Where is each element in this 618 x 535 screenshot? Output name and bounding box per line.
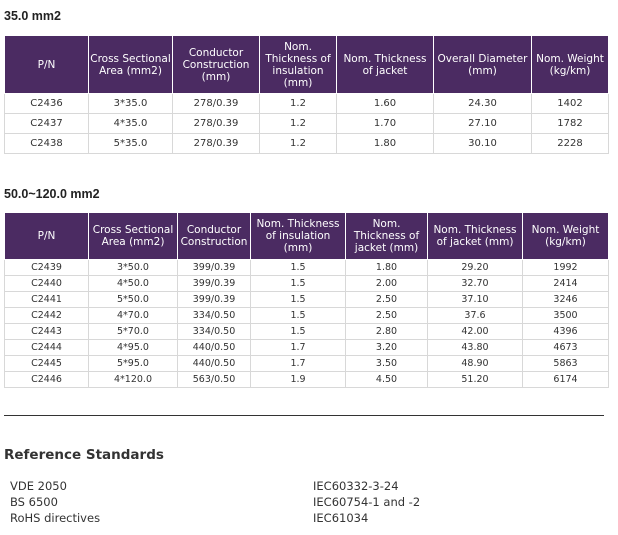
cell-pn: C2437: [5, 114, 89, 134]
table-row: [5, 94, 609, 114]
cell-diameter: 37.10: [428, 292, 523, 308]
cell-jacket: 2.50: [346, 308, 428, 324]
standard-item: BS 6500: [10, 495, 58, 509]
cell-insulation: 1.5: [251, 308, 346, 324]
cell-jacket: 2.00: [346, 276, 428, 292]
cell-weight: 4396: [523, 324, 609, 340]
cell-construction: 440/0.50: [178, 340, 251, 356]
cell-jacket: 3.20: [346, 340, 428, 356]
header-jacket-thickness: Nom. Thickness of jacket: [337, 36, 434, 94]
cell-area: 5*95.0: [89, 356, 178, 372]
cell-weight: 4673: [523, 340, 609, 356]
cell-area: 5*70.0: [89, 324, 178, 340]
cell-construction: 399/0.39: [178, 276, 251, 292]
cell-pn: C2444: [5, 340, 89, 356]
header-nom-weight: Nom. Weight (kg/km): [523, 213, 609, 260]
cell-area: 5*35.0: [89, 134, 173, 154]
cell-construction: 278/0.39: [173, 94, 260, 114]
table-row: [5, 324, 609, 340]
cell-construction: 334/0.50: [178, 308, 251, 324]
cell-pn: C2442: [5, 308, 89, 324]
reference-standards-left: [10, 478, 100, 526]
cell-diameter: 43.80: [428, 340, 523, 356]
cell-insulation: 1.5: [251, 292, 346, 308]
table-header-row: [5, 36, 609, 94]
cell-jacket: 3.50: [346, 356, 428, 372]
cell-weight: 5863: [523, 356, 609, 372]
table-row: [5, 292, 609, 308]
cell-jacket: 2.80: [346, 324, 428, 340]
cell-weight: 1992: [523, 260, 609, 276]
cell-area: 5*50.0: [89, 292, 178, 308]
cell-construction: 440/0.50: [178, 356, 251, 372]
standard-item: IEC60754-1 and -2: [313, 495, 421, 509]
header-overall-diameter: Overall Diameter (mm): [434, 36, 532, 94]
cell-area: 3*35.0: [89, 94, 173, 114]
cell-pn: C2438: [5, 134, 89, 154]
cell-area: 3*50.0: [89, 260, 178, 276]
spec-table-35: [4, 35, 609, 154]
cell-construction: 399/0.39: [178, 292, 251, 308]
reference-standards-right: [313, 478, 420, 526]
cell-diameter: 32.70: [428, 276, 523, 292]
standard-item: IEC60332-3-24: [313, 479, 399, 493]
cell-jacket: 1.60: [337, 94, 434, 114]
cell-diameter: 51.20: [428, 372, 523, 388]
header-cross-sectional-area: Cross Sectional Area (mm2): [89, 213, 178, 260]
standard-item: IEC61034: [313, 511, 369, 525]
section-title-50-120: 50.0~120.0 mm2: [4, 187, 100, 201]
table-header-row: [5, 213, 609, 260]
cell-weight: 6174: [523, 372, 609, 388]
cell-jacket: 4.50: [346, 372, 428, 388]
header-conductor-construction: Conductor Construction (mm): [173, 36, 260, 94]
header-pn: P/N: [5, 36, 89, 94]
reference-standards-title: Reference Standards: [4, 447, 164, 463]
cell-insulation: 1.7: [251, 340, 346, 356]
table-row: [5, 114, 609, 134]
cell-pn: C2441: [5, 292, 89, 308]
cell-insulation: 1.2: [260, 114, 337, 134]
cell-weight: 2414: [523, 276, 609, 292]
cell-pn: C2440: [5, 276, 89, 292]
cell-construction: 278/0.39: [173, 134, 260, 154]
header-jacket-thickness-2: Nom. Thickness of jacket (mm): [428, 213, 523, 260]
spec-table-50-120: [4, 212, 609, 388]
cell-insulation: 1.5: [251, 324, 346, 340]
cell-construction: 563/0.50: [178, 372, 251, 388]
cell-insulation: 1.2: [260, 94, 337, 114]
cell-jacket: 1.70: [337, 114, 434, 134]
cell-area: 4*35.0: [89, 114, 173, 134]
table-row: [5, 260, 609, 276]
cell-insulation: 1.2: [260, 134, 337, 154]
cell-area: 4*95.0: [89, 340, 178, 356]
cell-construction: 334/0.50: [178, 324, 251, 340]
cell-diameter: 29.20: [428, 260, 523, 276]
cell-jacket: 1.80: [346, 260, 428, 276]
header-conductor-construction: Conductor Construction: [178, 213, 251, 260]
cell-pn: C2445: [5, 356, 89, 372]
header-insulation-thickness: Nom. Thickness of insulation (mm): [251, 213, 346, 260]
table-row: [5, 308, 609, 324]
cell-pn: C2443: [5, 324, 89, 340]
cell-pn: C2436: [5, 94, 89, 114]
header-pn: P/N: [5, 213, 89, 260]
cell-jacket: 1.80: [337, 134, 434, 154]
cell-insulation: 1.9: [251, 372, 346, 388]
table-row: [5, 372, 609, 388]
table-row: [5, 356, 609, 372]
standard-item: VDE 2050: [10, 479, 67, 493]
cell-insulation: 1.5: [251, 276, 346, 292]
cell-weight: 1782: [532, 114, 609, 134]
header-nom-weight: Nom. Weight (kg/km): [532, 36, 609, 94]
cell-area: 4*70.0: [89, 308, 178, 324]
cell-diameter: 37.6: [428, 308, 523, 324]
section-title-35: 35.0 mm2: [4, 9, 61, 23]
cell-construction: 399/0.39: [178, 260, 251, 276]
cell-area: 4*120.0: [89, 372, 178, 388]
cell-diameter: 24.30: [434, 94, 532, 114]
cell-diameter: 30.10: [434, 134, 532, 154]
header-jacket-thickness: Nom. Thickness of jacket (mm): [346, 213, 428, 260]
cell-construction: 278/0.39: [173, 114, 260, 134]
cell-insulation: 1.7: [251, 356, 346, 372]
cell-weight: 1402: [532, 94, 609, 114]
cell-area: 4*50.0: [89, 276, 178, 292]
cell-diameter: 48.90: [428, 356, 523, 372]
table-row: [5, 134, 609, 154]
section-divider: [4, 415, 604, 416]
cell-diameter: 27.10: [434, 114, 532, 134]
cell-weight: 2228: [532, 134, 609, 154]
table-row: [5, 276, 609, 292]
cell-insulation: 1.5: [251, 260, 346, 276]
cell-pn: C2439: [5, 260, 89, 276]
header-cross-sectional-area: Cross Sectional Area (mm2): [89, 36, 173, 94]
cell-jacket: 2.50: [346, 292, 428, 308]
cell-diameter: 42.00: [428, 324, 523, 340]
header-insulation-thickness: Nom. Thickness of insulation (mm): [260, 36, 337, 94]
cell-weight: 3500: [523, 308, 609, 324]
table-row: [5, 340, 609, 356]
cell-weight: 3246: [523, 292, 609, 308]
cell-pn: C2446: [5, 372, 89, 388]
standard-item: RoHS directives: [10, 511, 101, 525]
